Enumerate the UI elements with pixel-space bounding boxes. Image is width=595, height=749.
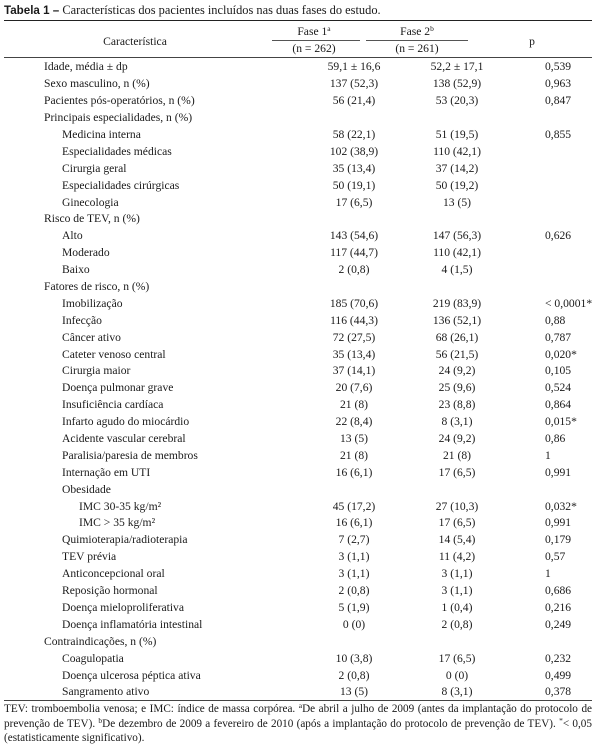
phase1-value: 50 (19,1) (332, 178, 376, 192)
p-value-cell (512, 194, 595, 211)
table-row (4, 211, 595, 228)
p-value-cell (512, 177, 595, 194)
phase2-value: 110 (42,1) (433, 246, 481, 260)
table-row (4, 532, 595, 549)
p-value: < 0,0001* (545, 296, 593, 310)
row-label: Doença inflamatória intestinal (62, 617, 203, 631)
phase2-value: 52,2 ± 17,1 (430, 60, 484, 74)
p-value: 0,855 (545, 128, 572, 141)
row-label: Doença pulmonar grave (62, 381, 174, 395)
phase2-value: 138 (52,9) (432, 77, 482, 91)
row-label: Infecção (62, 313, 102, 327)
header-p: p (529, 35, 535, 48)
table-row (4, 295, 595, 312)
table-row (4, 447, 595, 464)
phase1-value: 116 (44,3) (330, 313, 378, 327)
table-row (4, 59, 595, 76)
p-value-cell (512, 93, 595, 110)
p-value: 0,539 (545, 60, 572, 74)
phase2-value (402, 481, 512, 498)
p-value-cell (512, 143, 595, 160)
row-label: Doença mieloproliferativa (62, 600, 185, 614)
phase1-value: 21 (8) (339, 398, 368, 412)
p-value-cell (512, 431, 595, 448)
phase2-value: 219 (83,9) (432, 296, 482, 310)
phase2-value (402, 279, 512, 296)
table-row (4, 498, 595, 515)
phase1-value: 20 (7,6) (335, 381, 373, 395)
phase2-value: 17 (6,5) (438, 651, 476, 665)
phase1-value: 21 (8) (339, 448, 368, 462)
table-row (4, 549, 595, 566)
phase1-value: 2 (0,8) (338, 263, 370, 277)
header-phase2-n: (n = 261) (395, 42, 439, 55)
table-caption-text: Características dos pacientes incluídos nas duas fases do estudo. (62, 3, 381, 17)
p-value: 0,847 (545, 94, 572, 108)
phase2-value: 8 (3,1) (441, 415, 473, 429)
row-label: Ginecologia (62, 195, 119, 209)
p-value-cell (512, 363, 595, 380)
p-value-cell (512, 127, 595, 144)
header-phase2-label: Fase 2 (400, 25, 431, 38)
table-row (4, 583, 595, 600)
phase2-value: 110 (42,1) (433, 144, 481, 158)
table-row (4, 650, 595, 667)
footnote-text-4: < 0,05 (estatisticamente significativo). (4, 717, 592, 745)
phase1-value: 102 (38,9) (329, 144, 379, 158)
phase1-value (306, 211, 402, 228)
p-value-cell (512, 684, 595, 701)
p-value-cell (512, 380, 595, 397)
row-label: Insuficiência cardíaca (62, 398, 164, 412)
p-value-cell (512, 245, 595, 262)
row-label: IMC 30-35 kg/m² (79, 499, 162, 513)
p-value: 0,991 (545, 516, 572, 530)
table-row (4, 127, 595, 144)
row-label: Cirurgia geral (62, 161, 127, 175)
footnote-text-3: De dezembro de 2009 a fevereiro de 2010 (após a implantação do protocolo de prevenção de TEV). (102, 717, 560, 730)
p-value-cell (512, 262, 595, 279)
header-phase1-subrule (272, 40, 360, 41)
p-value-cell (512, 160, 595, 177)
p-value: 0,864 (545, 398, 572, 412)
p-value: 0,179 (545, 533, 572, 547)
p-value-cell (512, 515, 595, 532)
phase1-value (306, 633, 402, 650)
table-row (4, 228, 595, 245)
row-label: Imobilização (62, 296, 123, 310)
phase2-value: 0 (0) (445, 668, 469, 682)
p-value-cell (512, 329, 595, 346)
table-row (4, 481, 595, 498)
row-label: TEV prévia (62, 550, 117, 564)
header-phase2 (362, 24, 472, 39)
phase1-value: 22 (8,4) (335, 415, 373, 429)
phase1-value (306, 481, 402, 498)
table-caption (4, 3, 594, 18)
phase1-value: 10 (3,8) (335, 651, 373, 665)
phase1-value: 35 (13,4) (332, 161, 376, 175)
p-value-cell (512, 295, 595, 312)
p-value: 0,963 (545, 77, 572, 91)
row-label: Risco de TEV, n (%) (44, 212, 140, 226)
p-value: 0,032* (545, 499, 577, 513)
p-value-cell (512, 667, 595, 684)
p-value: 0,88 (545, 313, 566, 327)
phase1-value: 45 (17,2) (332, 499, 376, 513)
p-value-cell (512, 279, 595, 296)
phase2-value: 147 (56,3) (432, 229, 482, 243)
p-value-cell (512, 583, 595, 600)
p-value-cell (512, 76, 595, 93)
table-row (4, 194, 595, 211)
row-label: Alto (62, 229, 83, 243)
phase1-value: 35 (13,4) (332, 347, 376, 361)
p-value: 0,524 (545, 381, 572, 395)
phase1-value: 17 (6,5) (335, 195, 373, 209)
p-value: 0,499 (545, 668, 572, 682)
phase2-value: 17 (6,5) (438, 516, 476, 530)
phase1-value: 0 (0) (342, 617, 366, 631)
phase1-value: 37 (14,1) (332, 364, 376, 378)
p-value: 0,232 (545, 651, 572, 665)
row-label: Pacientes pós-operatórios, n (%) (44, 94, 195, 108)
row-label: Infarto agudo do miocárdio (62, 415, 190, 429)
table-footnote (4, 702, 592, 746)
row-label: IMC > 35 kg/m² (79, 516, 156, 530)
header-phase2-mark: b (430, 24, 434, 33)
phase2-value: 13 (5) (442, 195, 471, 209)
row-label: Moderado (62, 246, 110, 260)
table-row (4, 93, 595, 110)
phase1-value: 5 (1,9) (338, 600, 370, 614)
p-value-cell (512, 59, 595, 76)
characteristics-table (4, 59, 595, 701)
phase2-value: 2 (0,8) (441, 617, 473, 631)
phase2-value: 53 (20,3) (435, 94, 479, 108)
phase2-value: 51 (19,5) (435, 128, 479, 141)
row-label: Câncer ativo (62, 330, 121, 344)
row-label: Reposição hormonal (62, 584, 158, 598)
p-value-cell (512, 549, 595, 566)
phase1-value: 13 (5) (339, 685, 368, 699)
p-value-cell (512, 600, 595, 617)
row-label: Doença ulcerosa péptica ativa (62, 668, 201, 682)
phase1-value: 3 (1,1) (338, 550, 370, 564)
p-value: 0,626 (545, 229, 572, 243)
header-phase1-n: (n = 262) (292, 42, 336, 55)
table-row (4, 633, 595, 650)
header-characteristic: Característica (103, 35, 167, 48)
row-label: Internação em UTI (62, 465, 151, 479)
p-value-cell (512, 532, 595, 549)
header-phase1-mark: a (327, 24, 331, 33)
table-row (4, 279, 595, 296)
phase2-value: 3 (1,1) (441, 584, 473, 598)
table-body (4, 59, 595, 701)
table-row (4, 262, 595, 279)
header-phase1 (266, 24, 362, 39)
phase2-value: 24 (9,2) (438, 364, 476, 378)
p-value-cell (512, 346, 595, 363)
row-label: Coagulopatia (62, 651, 124, 665)
phase2-value: 25 (9,6) (438, 381, 476, 395)
phase2-value: 14 (5,4) (438, 533, 476, 547)
p-value: 0,86 (545, 432, 566, 446)
phase1-value: 16 (6,1) (335, 465, 373, 479)
row-label: Idade, média ± dp (44, 60, 128, 74)
p-value-cell (512, 414, 595, 431)
p-value: 0,991 (545, 465, 572, 479)
table-row (4, 346, 595, 363)
phase2-value: 23 (8,8) (438, 398, 476, 412)
p-value-cell (512, 211, 595, 228)
p-value-cell (512, 312, 595, 329)
phase1-value: 185 (70,6) (329, 296, 379, 310)
row-label: Cateter venoso central (62, 347, 166, 361)
p-value: 0,787 (545, 330, 572, 344)
table-row (4, 414, 595, 431)
table-row (4, 160, 595, 177)
p-value-cell (512, 498, 595, 515)
table-row (4, 684, 595, 701)
top-rule (4, 20, 592, 21)
footnote-mark-a: a (298, 701, 303, 710)
table-row (4, 177, 595, 194)
p-value-cell (512, 481, 595, 498)
row-label: Especialidades cirúrgicas (62, 178, 180, 192)
table-row (4, 76, 595, 93)
phase1-value: 143 (54,6) (329, 229, 379, 243)
row-label: Cirurgia maior (62, 364, 131, 378)
row-label: Especialidades médicas (62, 144, 172, 158)
header-phase1-label: Fase 1 (297, 25, 328, 38)
row-label: Principais especialidades, n (%) (44, 111, 193, 125)
phase2-value: 68 (26,1) (435, 330, 479, 344)
p-value: 0,249 (545, 617, 572, 631)
phase1-value: 117 (44,7) (330, 246, 378, 260)
p-value-cell (512, 650, 595, 667)
table-row (4, 464, 595, 481)
row-label: Acidente vascular cerebral (62, 432, 186, 446)
footnote-text-1: TEV: tromboembolia venosa; e IMC: índice de massa corpórea. (4, 703, 299, 715)
phase2-value: 4 (1,5) (441, 263, 473, 277)
table-row (4, 312, 595, 329)
table-row (4, 245, 595, 262)
table-row (4, 397, 595, 414)
phase2-value (402, 633, 512, 650)
table-row (4, 110, 595, 127)
phase2-value: 136 (52,1) (432, 313, 482, 327)
phase1-value: 137 (52,3) (329, 77, 379, 91)
p-value: 0,020* (545, 347, 577, 361)
row-label: Paralisia/paresia de membros (62, 448, 198, 462)
p-value-cell (512, 110, 595, 127)
phase1-value (306, 279, 402, 296)
p-value: 0,57 (545, 550, 566, 564)
phase2-value: 1 (0,4) (441, 600, 473, 614)
p-value-cell (512, 397, 595, 414)
p-value: 0,105 (545, 364, 572, 378)
footnote-mark-star: * (559, 715, 563, 725)
p-value-cell (512, 228, 595, 245)
p-value-cell (512, 566, 595, 583)
phase2-value: 11 (4,2) (438, 550, 476, 564)
phase1-value: 59,1 ± 16,6 (327, 60, 381, 74)
phase2-value: 3 (1,1) (441, 567, 473, 581)
phase1-value: 72 (27,5) (332, 330, 376, 344)
table-row (4, 363, 595, 380)
phase2-value (402, 211, 512, 228)
phase1-value: 56 (21,4) (332, 94, 376, 108)
phase2-value: 56 (21,5) (435, 347, 479, 361)
header-phase2-subrule (366, 40, 468, 41)
phase2-value (402, 110, 512, 127)
p-value-cell (512, 616, 595, 633)
p-value-cell (512, 464, 595, 481)
row-label: Sexo masculino, n (%) (44, 77, 150, 91)
phase1-value: 16 (6,1) (335, 516, 373, 530)
row-label: Sangramento ativo (62, 685, 150, 699)
row-label: Obesidade (62, 482, 111, 496)
phase1-value: 13 (5) (339, 432, 368, 446)
p-value: 1 (545, 448, 551, 462)
row-label: Quimioterapia/radioterapia (62, 533, 188, 547)
p-value: 0,686 (545, 584, 572, 598)
phase2-value: 37 (14,2) (435, 161, 479, 175)
row-label: Baixo (62, 263, 90, 277)
p-value-cell (512, 633, 595, 650)
row-label: Fatores de risco, n (%) (44, 280, 150, 294)
table-row (4, 380, 595, 397)
phase1-value (306, 110, 402, 127)
row-label: Medicina interna (62, 128, 141, 141)
table-row (4, 143, 595, 160)
table-row (4, 566, 595, 583)
table-caption-label: Tabela 1 – (4, 4, 60, 17)
row-label: Contraindicações, n (%) (44, 634, 157, 648)
table-row (4, 515, 595, 532)
header-rule (4, 57, 592, 58)
p-value: 0,015* (545, 415, 577, 429)
table-row (4, 329, 595, 346)
phase2-value: 8 (3,1) (441, 685, 473, 699)
phase1-value: 2 (0,8) (338, 584, 370, 598)
p-value: 0,378 (545, 685, 572, 699)
phase2-value: 21 (8) (442, 448, 471, 462)
row-label: Anticoncepcional oral (62, 567, 165, 581)
phase2-value: 27 (10,3) (435, 499, 479, 513)
table-row (4, 616, 595, 633)
table-row (4, 431, 595, 448)
phase1-value: 2 (0,8) (338, 668, 370, 682)
p-value: 1 (545, 567, 551, 581)
phase1-value: 3 (1,1) (338, 567, 370, 581)
phase2-value: 17 (6,5) (438, 465, 476, 479)
footnote-text-2: De abril a julho de 2009 (antes da implantação do protocolo de prevenção de TEV). (4, 703, 592, 730)
table-row (4, 600, 595, 617)
phase1-value: 7 (2,7) (338, 533, 370, 547)
table-row (4, 667, 595, 684)
footnote-mark-b: b (98, 715, 103, 725)
p-value-cell (512, 447, 595, 464)
phase2-value: 24 (9,2) (438, 432, 476, 446)
phase2-value: 50 (19,2) (435, 178, 479, 192)
phase1-value: 58 (22,1) (332, 128, 376, 141)
p-value: 0,216 (545, 600, 572, 614)
